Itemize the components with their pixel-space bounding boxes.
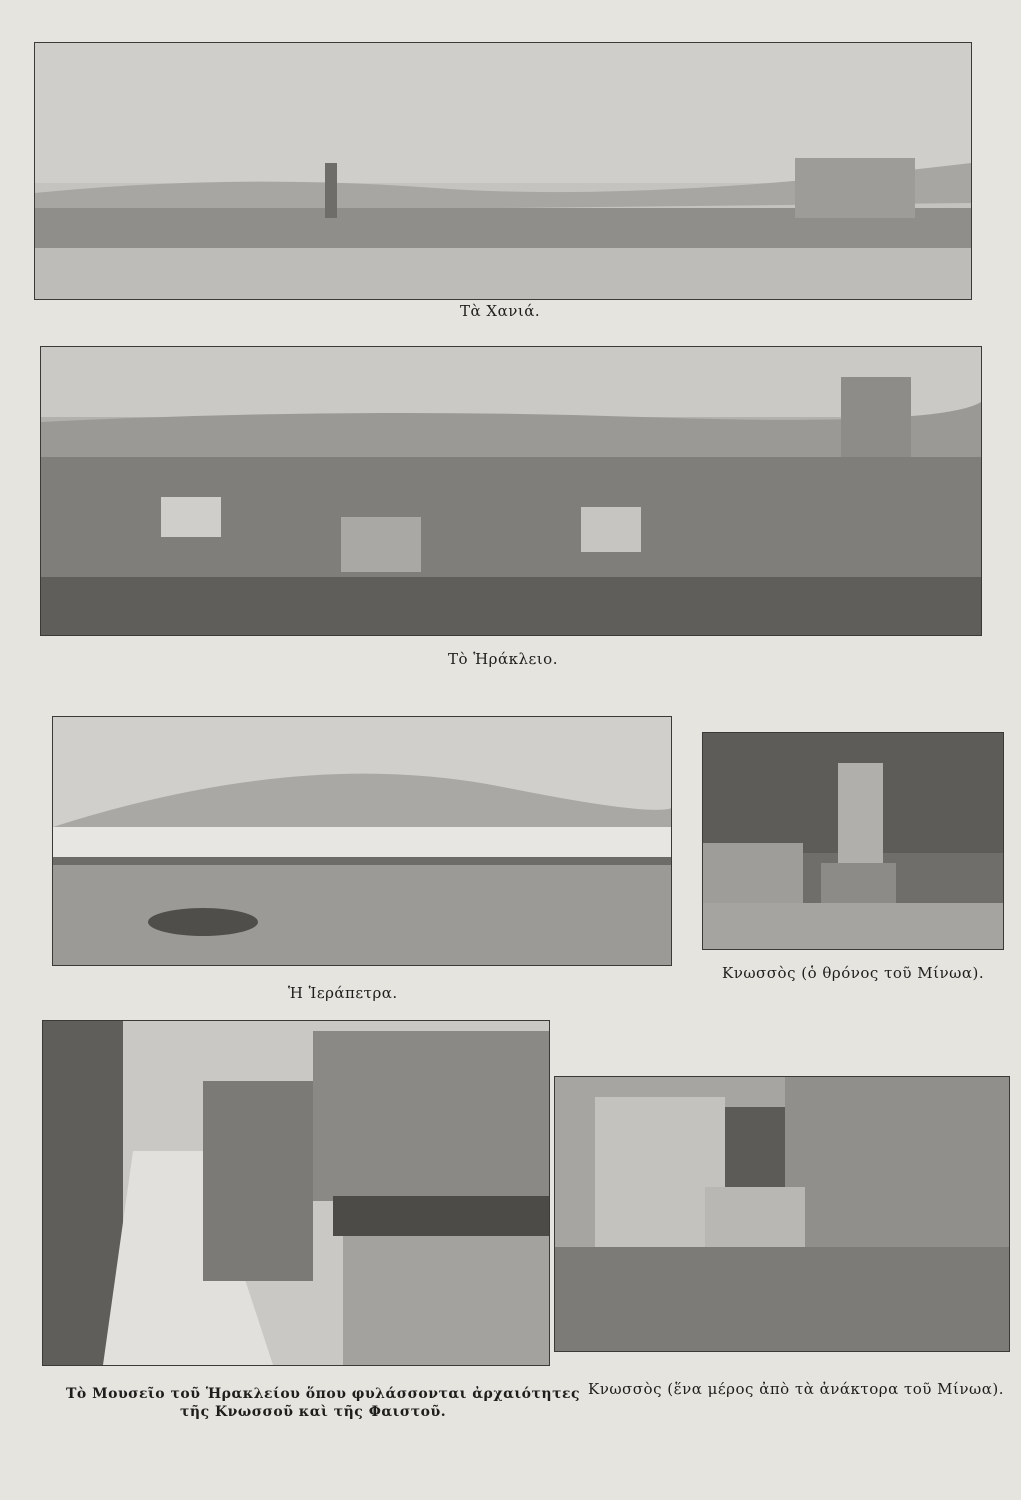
caption-museum-line1: Τὸ Μουσεῖο τοῦ Ἡρακλείου ὅπου φυλάσσονται ἀρχαιότητες [66,1386,581,1402]
caption-knossos-palace: Κνωσσὸς (ἕνα μέρος ἀπὸ τὰ ἀνάκτορα τοῦ Μίνωα). [588,1380,1005,1398]
caption-knossos-throne: Κνωσσὸς (ὁ θρόνος τοῦ Μίνωα). [722,964,985,982]
caption-heraklion: Τὸ Ἡράκλειο. [448,650,558,668]
photo-ierapetra [52,716,672,966]
photo-chania [34,42,972,300]
caption-chania: Τὰ Χανιά. [460,302,541,320]
caption-ierapetra: Ἡ Ἱεράπετρα. [288,984,398,1002]
photo-knossos-palace [554,1076,1010,1352]
photo-knossos-throne [702,732,1004,950]
photo-heraklion [40,346,982,636]
caption-museum-line2: τῆς Κνωσσοῦ καὶ τῆς Φαιστοῦ. [180,1404,447,1420]
photo-museum [42,1020,550,1366]
